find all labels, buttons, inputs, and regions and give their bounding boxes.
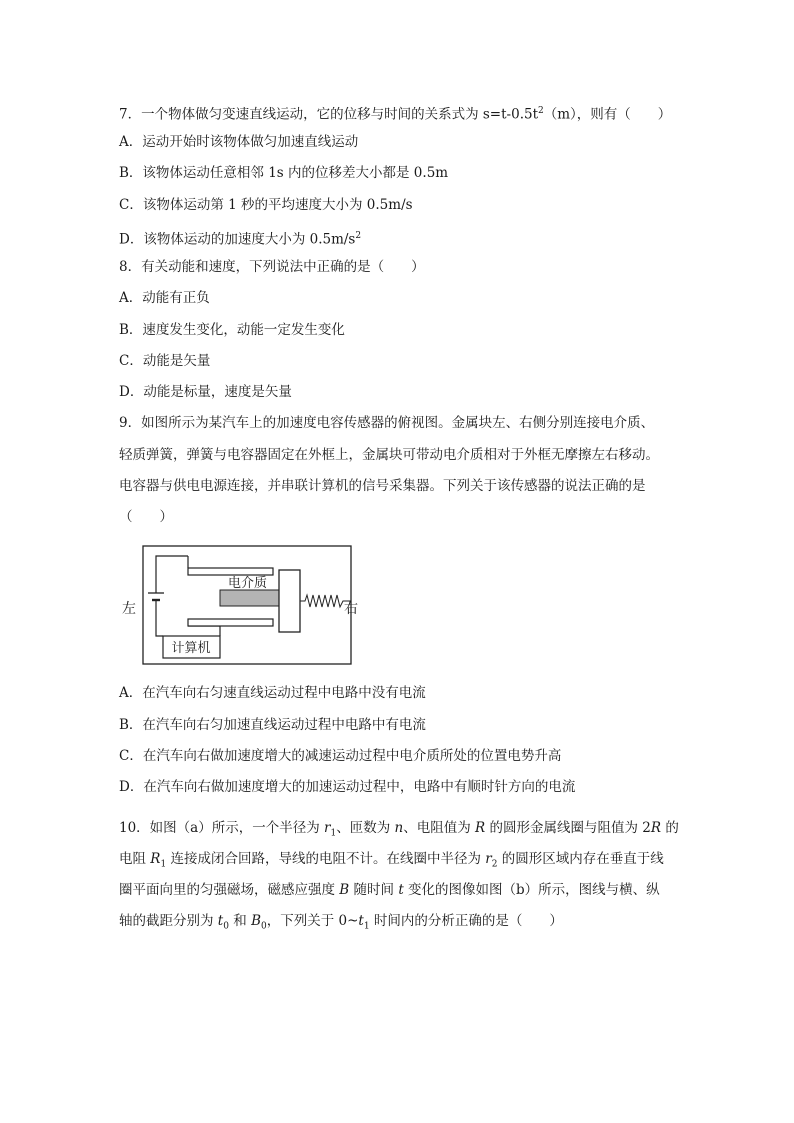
sensor-diagram-svg <box>118 543 358 669</box>
q8-option-c: C．动能是矢量 <box>119 353 211 369</box>
q10-var-r1: r <box>324 820 331 836</box>
q8-stem: 8．有关动能和速度，下列说法中正确的是（ ） <box>119 259 425 275</box>
q9-option-c: C．在汽车向右做加速度增大的减速运动过程中电介质所处的位置电势升高 <box>119 748 562 764</box>
q7-stem <box>119 101 671 125</box>
q10-l1-c: 、电阻值为 <box>403 820 476 836</box>
q10-stem-line3 <box>119 880 660 900</box>
sensor-diagram <box>118 543 358 669</box>
q10-l4-c: ，下列关于 0~ <box>266 913 359 929</box>
q9-stem-line3: 电容器与供电电源连接，并串联计算机的信号采集器。下列关于该传感器的说法正确的是 <box>119 478 646 494</box>
capacitor-lower-plate <box>188 619 273 626</box>
q10-stem-line4 <box>119 911 563 937</box>
q10-stem-line2 <box>119 849 664 875</box>
q10-sub-B0: 0 <box>260 921 267 932</box>
q10-var-t: t <box>398 882 404 898</box>
label-left: 左 <box>122 601 136 617</box>
label-right: 右 <box>344 601 358 617</box>
q7-stem-text: 7．一个物体做匀变速直线运动，它的位移与时间的关系式为 s=t-0.5t <box>119 106 539 123</box>
q9-stem-line4: （ ） <box>119 509 173 525</box>
q7-option-d <box>119 226 361 250</box>
q10-sub-t1: 1 <box>363 921 370 932</box>
q10-l1-a: 10．如图（a）所示，一个半径为 <box>119 820 325 836</box>
label-computer: 计算机 <box>171 641 211 656</box>
q7-stem-tail: （m），则有（ ） <box>543 106 672 123</box>
q10-l4-d: 时间内的分析正确的是（ ） <box>369 913 563 929</box>
capacitor-upper-plate <box>188 568 273 575</box>
q10-var-R: R <box>475 820 486 836</box>
q10-l2-c: 的圆形区域内存在垂直于线 <box>497 851 664 867</box>
q10-var-t0: t <box>217 913 224 929</box>
q10-l2-a: 电阻 <box>119 851 151 867</box>
q10-l3-a: 圈平面向里的匀强磁场，磁感应强度 <box>119 882 340 898</box>
q10-sub-1: 1 <box>330 828 337 839</box>
q7-option-d-text: D．该物体运动的加速度大小为 0.5m/s <box>119 231 356 248</box>
q10-var-B0: B <box>251 913 261 929</box>
q9-option-b: B．在汽车向右匀加速直线运动过程中电路中有电流 <box>119 717 426 733</box>
q8-option-b: B．速度发生变化，动能一定发生变化 <box>119 322 345 338</box>
q9-option-d: D．在汽车向右做加速度增大的加速运动过程中，电路中有顺时针方向的电流 <box>119 779 576 795</box>
q10-sub-t0: 0 <box>223 921 229 932</box>
q10-var-t1: t <box>358 913 364 929</box>
q10-l1-e: 的 <box>661 820 679 836</box>
q10-var-2R: R <box>650 820 662 836</box>
q10-l1-d: 的圆形金属线圈与阻值为 2 <box>485 820 651 836</box>
q10-stem-line1 <box>119 818 679 844</box>
q7-option-a: A．运动开始时该物体做匀加速直线运动 <box>119 134 359 150</box>
q10-var-r2: r <box>485 851 492 867</box>
q10-l1-b: 、匝数为 <box>336 820 395 836</box>
q10-l3-b: 随时间 <box>349 882 399 898</box>
label-dielectric: 电介质 <box>228 576 268 591</box>
q10-sub-R1: 1 <box>160 859 167 870</box>
wire-top-left <box>156 556 188 593</box>
q8-option-a: A．动能有正负 <box>119 290 210 306</box>
q10-l2-b: 连接成闭合回路，导线的电阻不计。在线圈中半径为 <box>166 851 486 867</box>
q10-l4-a: 轴的截距分别为 <box>119 913 218 929</box>
q8-option-d: D．动能是标量，速度是矢量 <box>119 384 292 400</box>
q10-var-R1: R <box>150 851 161 867</box>
metal-block <box>279 570 300 632</box>
q10-var-n: n <box>394 820 404 836</box>
q7-option-b: B．该物体运动任意相邻 1s 内的位移差大小都是 0.5m <box>119 165 449 181</box>
wire-to-lower-plate <box>188 626 220 636</box>
wire-bottom-left <box>156 600 163 636</box>
q10-sub-2: 2 <box>491 859 498 870</box>
q7-option-d-sup: 2 <box>355 231 362 241</box>
q10-l3-c: 变化的图像如图（b）所示，图线与横、纵 <box>403 882 660 898</box>
q7-stem-sup: 2 <box>538 106 544 116</box>
q10-l4-b: 和 <box>228 913 252 929</box>
q7-option-c: C．该物体运动第 1 秒的平均速度大小为 0.5m/s <box>119 197 413 213</box>
q9-option-a: A．在汽车向右匀速直线运动过程中电路中没有电流 <box>119 685 426 701</box>
q10-var-B: B <box>339 882 350 898</box>
dielectric-block <box>220 590 279 606</box>
q9-stem-line2: 轻质弹簧，弹簧与电容器固定在外框上，金属块可带动电介质相对于外框无摩擦左右移动。 <box>119 447 659 463</box>
q9-stem-line1: 9．如图所示为某汽车上的加速度电容传感器的俯视图。金属块左、右侧分别连接电介质、 <box>119 415 655 431</box>
